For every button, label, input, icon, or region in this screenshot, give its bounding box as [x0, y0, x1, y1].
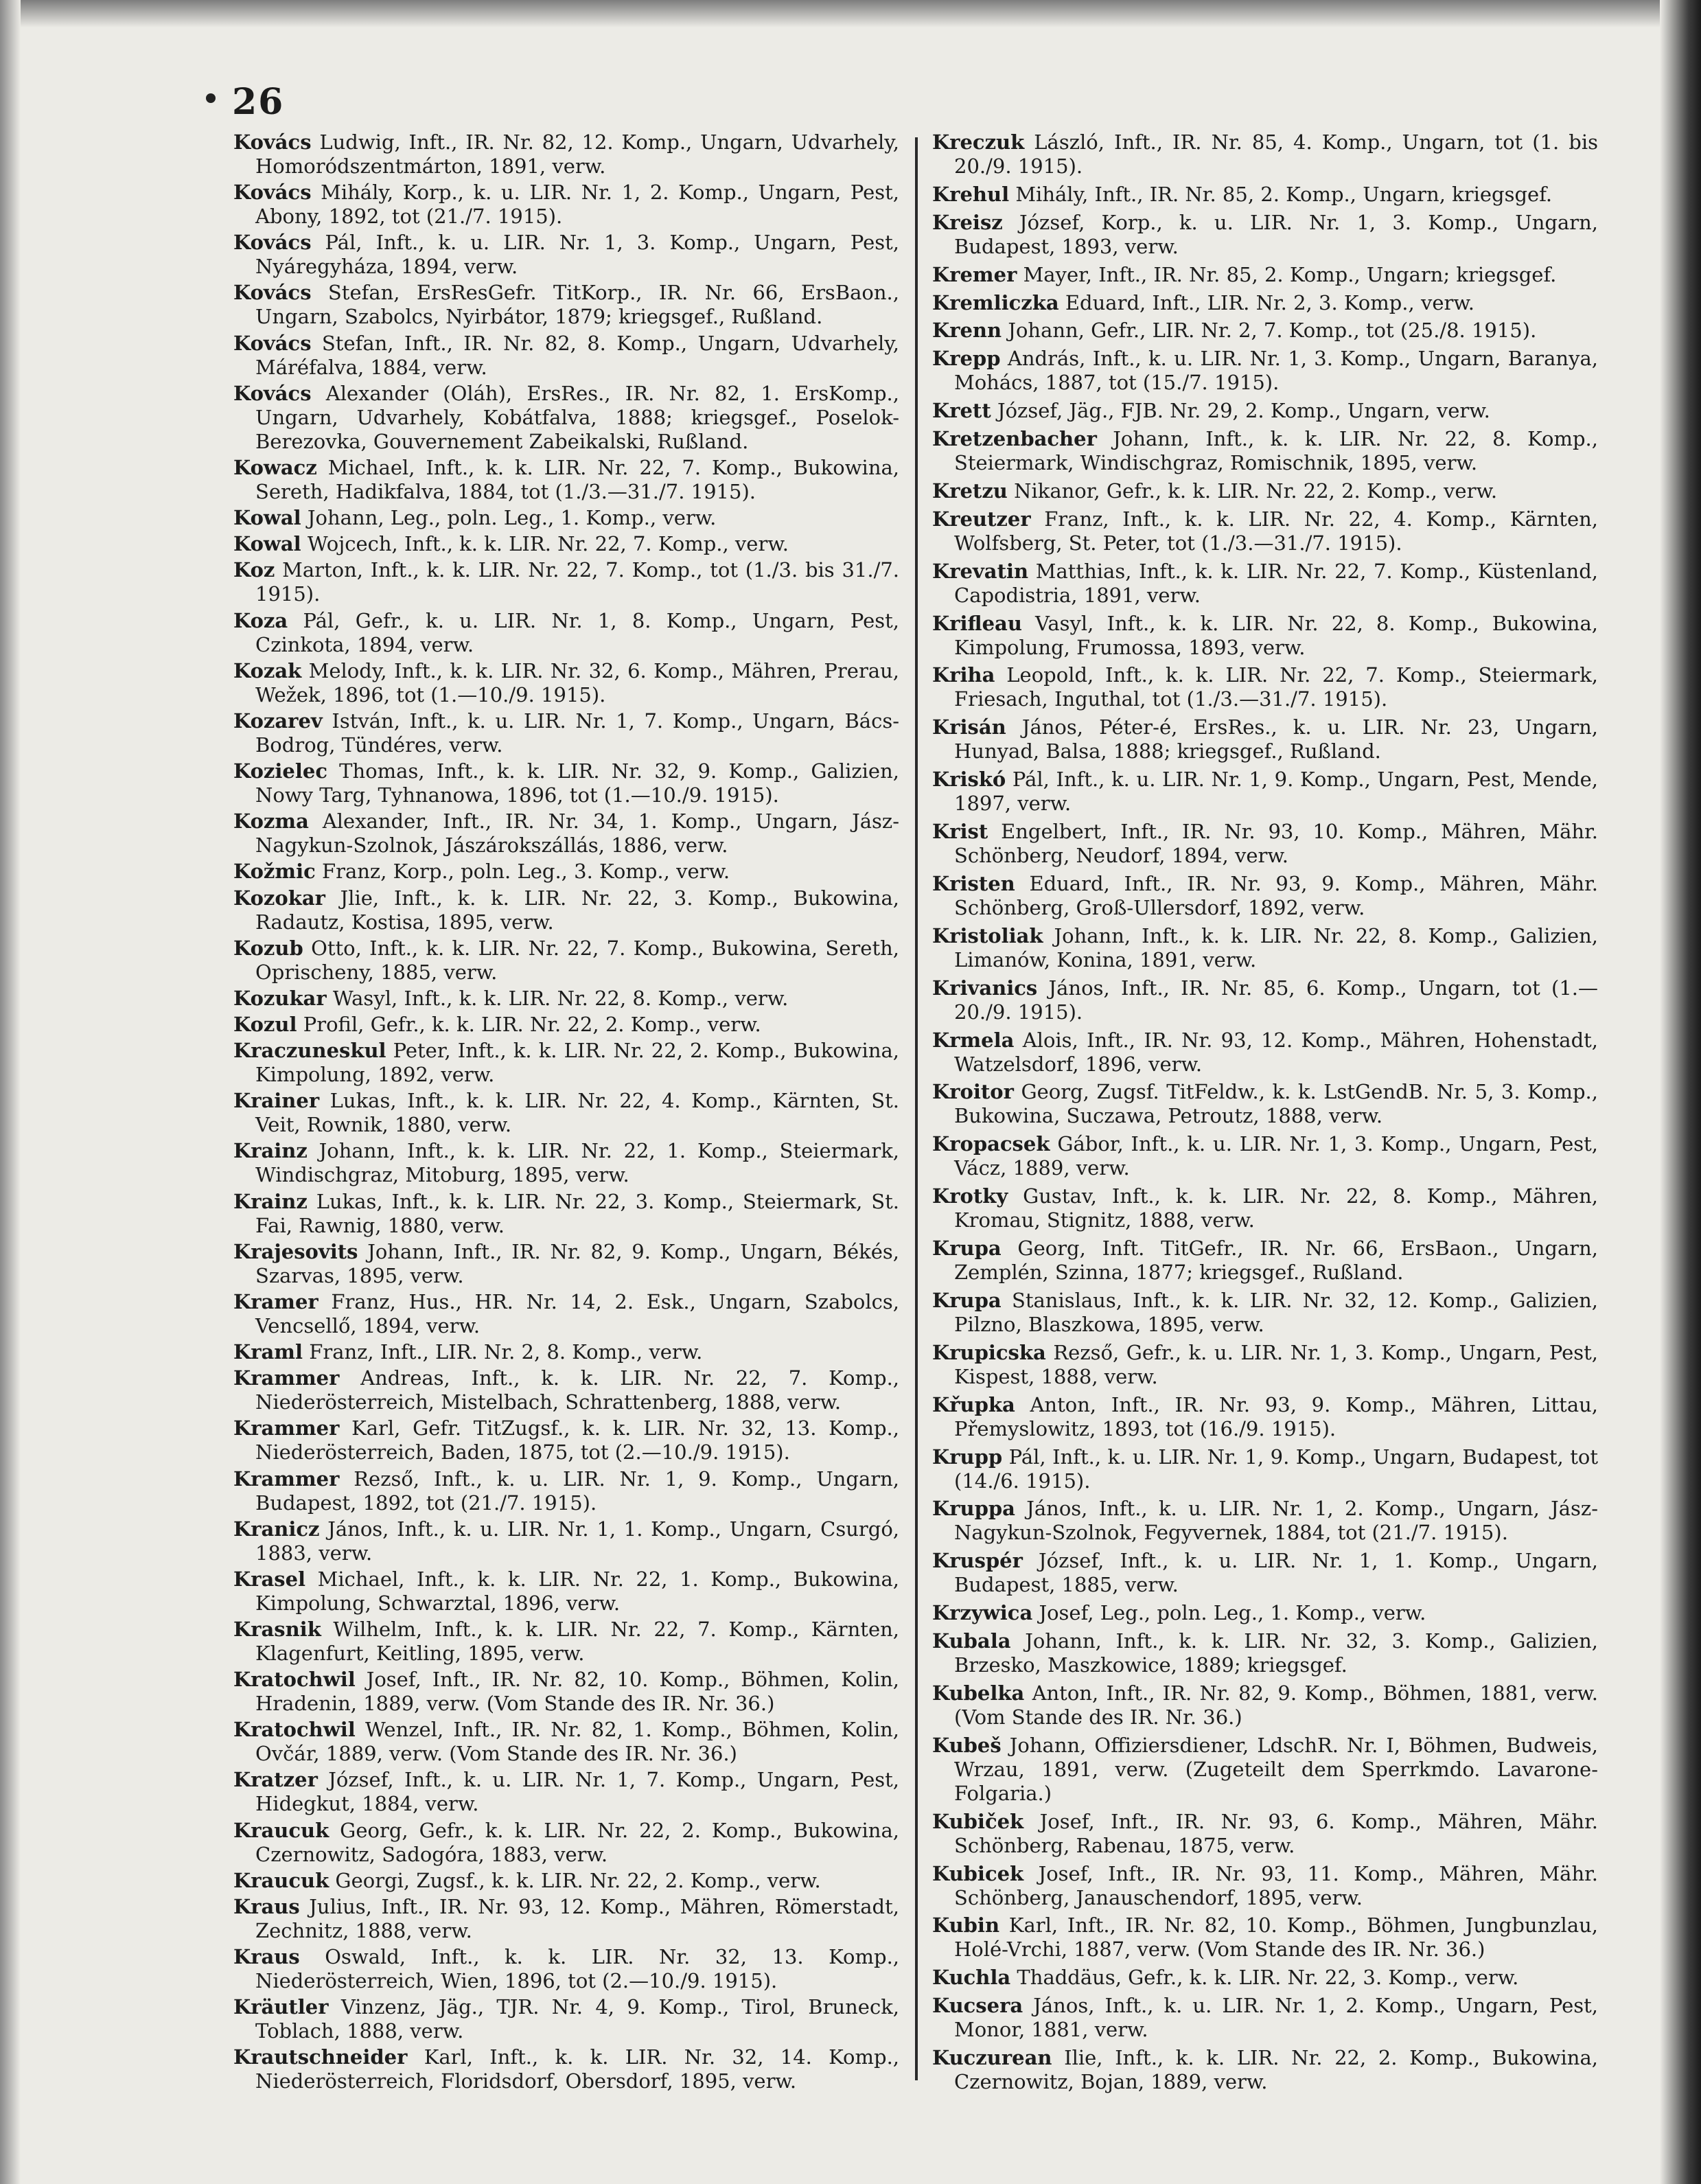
- entry-surname: Kraucuk: [233, 1868, 329, 1892]
- entry-details: Wilhelm, Inft., k. k. LIR. Nr. 22, 7. Komp., Kärnten, Klagenfurt, Keitling, 1895, verw.: [255, 1618, 900, 1665]
- casualty-entry: [932, 319, 1598, 343]
- entry-surname: Krzywica: [932, 1601, 1033, 1625]
- casualty-entry: [932, 1681, 1598, 1729]
- entry-details: József, Jäg., FJB. Nr. 29, 2. Komp., Ungarn, verw.: [997, 399, 1490, 423]
- entry-surname: Kovács: [233, 130, 312, 154]
- casualty-entry: [932, 612, 1598, 660]
- casualty-entry: [233, 1290, 899, 1338]
- entry-details: Pál, Inft., k. u. LIR. Nr. 1, 9. Komp., Ungarn, Budapest, tot (14./6. 1915).: [954, 1445, 1599, 1493]
- entry-details: Johann, Inft., k. k. LIR. Nr. 32, 3. Komp., Galizien, Brzesko, Maszkowice, 1889; kriegsgef.: [954, 1629, 1598, 1677]
- casualty-entry: [932, 507, 1598, 555]
- entry-surname: Kristoliak: [932, 923, 1043, 947]
- casualty-entry: [233, 281, 899, 329]
- casualty-entry: [932, 427, 1598, 475]
- entry-surname: Krupa: [932, 1288, 1002, 1312]
- casualty-entry: [233, 759, 899, 807]
- entry-details: Anton, Inft., IR. Nr. 82, 9. Komp., Böhmen, 1881, verw. (Vom Stande des IR. Nr. 36.): [954, 1681, 1599, 1729]
- entry-surname: Koza: [233, 608, 288, 632]
- casualty-entry: [932, 399, 1598, 423]
- casualty-entry: [233, 1668, 899, 1716]
- entry-surname: Kozul: [233, 1012, 297, 1036]
- casualty-entry: [233, 456, 899, 504]
- entry-surname: Kozarev: [233, 709, 323, 733]
- casualty-entry: [233, 1089, 899, 1137]
- left-column: [233, 130, 899, 2094]
- casualty-entry: [233, 1869, 899, 1893]
- casualty-entry: [932, 715, 1598, 763]
- entry-surname: Krehul: [932, 182, 1010, 206]
- entry-surname: Kruspér: [932, 1549, 1023, 1573]
- entry-details: Stefan, Inft., IR. Nr. 82, 8. Komp., Ungarn, Udvarhely, Máréfalva, 1884, verw.: [255, 331, 899, 379]
- entry-details: Johann, Inft., IR. Nr. 82, 9. Komp., Ungarn, Békés, Szarvas, 1895, verw.: [255, 1239, 900, 1287]
- casualty-entry: [233, 506, 899, 530]
- entry-surname: Kubeš: [932, 1733, 1002, 1757]
- entry-details: Thaddäus, Gefr., k. k. LIR. Nr. 22, 3. Komp., verw.: [1017, 1966, 1519, 1990]
- entry-details: Vinzenz, Jäg., TJR. Nr. 4, 9. Komp., Tirol, Bruneck, Toblach, 1888, verw.: [255, 1995, 899, 2043]
- casualty-entry: [233, 181, 899, 229]
- entry-surname: Krett: [932, 399, 991, 423]
- entry-surname: Kratzer: [233, 1768, 318, 1792]
- entry-surname: Krepp: [932, 347, 1001, 371]
- casualty-entry: [233, 1366, 899, 1414]
- entry-surname: Krotky: [932, 1184, 1008, 1208]
- entry-surname: Kristen: [932, 871, 1015, 895]
- entry-details: Josef, Leg., poln. Leg., 1. Komp., verw.: [1039, 1601, 1426, 1625]
- entry-surname: Křupka: [932, 1392, 1015, 1416]
- casualty-entry: [932, 1341, 1598, 1389]
- casualty-entry: [233, 1768, 899, 1816]
- casualty-entry: [233, 130, 899, 179]
- entry-surname: Kruppa: [932, 1497, 1015, 1521]
- entry-surname: Kuczurean: [932, 2046, 1052, 2069]
- entry-surname: Kozma: [233, 809, 309, 834]
- entry-details: Jlie, Inft., k. k. LIR. Nr. 22, 3. Komp., Bukowina, Radautz, Kostisa, 1895, verw.: [255, 886, 899, 934]
- entry-surname: Kubelka: [932, 1681, 1025, 1705]
- entry-details: Lukas, Inft., k. k. LIR. Nr. 22, 3. Komp., Steiermark, St. Fai, Rawnig, 1880, verw.: [255, 1189, 900, 1237]
- casualty-entry: [932, 211, 1598, 259]
- entry-details: Thomas, Inft., k. k. LIR. Nr. 32, 9. Komp., Galizien, Nowy Targ, Tyhnanowa, 1896, tot (1.—10./9. 1915).: [255, 759, 899, 807]
- entry-surname: Krainz: [233, 1139, 308, 1163]
- entry-details: Josef, Inft., IR. Nr. 93, 6. Komp., Mähren, Mähr. Schönberg, Rabenau, 1875, verw.: [954, 1809, 1598, 1857]
- entry-details: Franz, Hus., HR. Nr. 14, 2. Esk., Ungarn, Szabolcs, Vencsellő, 1894, verw.: [255, 1289, 900, 1337]
- casualty-entry: [233, 987, 899, 1011]
- casualty-entry: [932, 1497, 1598, 1545]
- casualty-entry: [932, 1028, 1598, 1077]
- entry-details: Georg, Zugsf. TitFeldw., k. k. LstGendB. Nr. 5, 3. Komp., Bukowina, Suczawa, Petroutz, 1888, verw.: [954, 1080, 1598, 1128]
- page-number: 26: [232, 81, 285, 123]
- casualty-entry: [233, 558, 899, 606]
- entry-details: Pál, Inft., k. u. LIR. Nr. 1, 3. Komp., Ungarn, Pest, Nyáregyháza, 1894, verw.: [255, 231, 899, 279]
- entry-surname: Kowal: [233, 532, 301, 556]
- entry-surname: Kozokar: [233, 886, 325, 910]
- casualty-entry: [932, 1862, 1598, 1910]
- entry-surname: Kraucuk: [233, 1818, 329, 1842]
- scan-edge-right: [1660, 0, 1701, 2184]
- entry-details: Pál, Inft., k. u. LIR. Nr. 1, 9. Komp., Ungarn, Pest, Mende, 1897, verw.: [954, 768, 1599, 816]
- scan-edge-top: [0, 0, 1701, 27]
- entry-surname: Krammer: [233, 1366, 340, 1390]
- casualty-entry: [932, 1966, 1598, 1990]
- entry-surname: Kremliczka: [932, 290, 1059, 314]
- column-divider: [915, 137, 918, 2080]
- entry-details: Michael, Inft., k. k. LIR. Nr. 22, 7. Komp., Bukowina, Sereth, Hadikfalva, 1884, tot (1./3.—31./7. 1915).: [255, 455, 900, 503]
- entry-details: Ludwig, Inft., IR. Nr. 82, 12. Komp., Ungarn, Udvarhely, Homoródszentmárton, 1891, verw.: [255, 130, 899, 178]
- entry-details: Josef, Inft., IR. Nr. 93, 11. Komp., Mähren, Mähr. Schönberg, Janauschendorf, 1895, verw.: [954, 1861, 1599, 1909]
- casualty-entry: [233, 659, 899, 707]
- entry-surname: Kraml: [233, 1340, 303, 1364]
- page-margin-mark: [206, 93, 216, 103]
- entry-surname: Kozukar: [233, 986, 327, 1010]
- entry-details: Pál, Gefr., k. u. LIR. Nr. 1, 8. Komp., Ungarn, Pest, Czinkota, 1894, verw.: [255, 608, 899, 656]
- entry-details: Ilie, Inft., k. k. LIR. Nr. 22, 2. Komp., Bukowina, Czernowitz, Bojan, 1889, verw.: [954, 2046, 1598, 2093]
- entry-surname: Koz: [233, 558, 275, 582]
- entry-details: Anton, Inft., IR. Nr. 93, 9. Komp., Mähren, Littau, Přemyslowitz, 1893, tot (16./9. 1915).: [954, 1392, 1599, 1440]
- entry-details: Wojcech, Inft., k. k. LIR. Nr. 22, 7. Komp., verw.: [307, 532, 789, 556]
- casualty-entry: [932, 924, 1598, 972]
- casualty-entry: [932, 2046, 1598, 2094]
- entry-details: Andreas, Inft., k. k. LIR. Nr. 22, 7. Komp., Niederösterreich, Mistelbach, Schrattenberg, 1888, verw.: [255, 1366, 900, 1414]
- casualty-entry: [932, 1237, 1598, 1285]
- casualty-entry: [233, 1567, 899, 1616]
- casualty-entry: [932, 1734, 1598, 1806]
- entry-surname: Kozub: [233, 936, 303, 960]
- right-column: [932, 130, 1598, 2094]
- entry-surname: Kreutzer: [932, 507, 1031, 531]
- entry-details: Alexander (Oláh), ErsRes., IR. Nr. 82, 1. ErsKomp., Ungarn, Udvarhely, Kobátfalva, 1888; kriegsgef., Poselok-Berezovka, Gouvernement Zabeikalski, Rußland.: [255, 381, 899, 453]
- casualty-entry: [932, 820, 1598, 868]
- entry-details: Karl, Inft., IR. Nr. 82, 10. Komp., Böhmen, Jungbunzlau, Holé-Vrchi, 1887, verw. (Vom Stande des IR. Nr. 36.): [954, 1913, 1599, 1962]
- casualty-entry: [932, 976, 1598, 1024]
- casualty-entry: [233, 936, 899, 985]
- casualty-entry: [932, 1601, 1598, 1625]
- entry-surname: Krasnik: [233, 1618, 321, 1641]
- entry-details: József, Korp., k. u. LIR. Nr. 1, 3. Komp., Ungarn, Budapest, 1893, verw.: [954, 210, 1599, 258]
- entry-details: Leopold, Inft., k. k. LIR. Nr. 22, 7. Komp., Steiermark, Friesach, Inguthal, tot (1./3.—31./7. 1915).: [954, 663, 1599, 711]
- entry-details: Mihály, Inft., IR. Nr. 85, 2. Komp., Ungarn, kriegsgef.: [1015, 182, 1553, 206]
- entry-surname: Krifleau: [932, 611, 1022, 635]
- entry-surname: Kovács: [233, 231, 312, 255]
- entry-details: Vasyl, Inft., k. k. LIR. Nr. 22, 8. Komp., Bukowina, Kimpolung, Frumossa, 1893, verw.: [954, 611, 1598, 659]
- entry-surname: Kubin: [932, 1913, 1000, 1938]
- entry-details: András, Inft., k. u. LIR. Nr. 1, 3. Komp., Ungarn, Baranya, Mohács, 1887, tot (15./7. 1915).: [954, 347, 1599, 395]
- entry-surname: Kozak: [233, 658, 302, 682]
- entry-surname: Kovács: [233, 381, 312, 405]
- casualty-entry: [233, 1190, 899, 1238]
- casualty-entry: [233, 1467, 899, 1515]
- entry-details: Karl, Inft., k. k. LIR. Nr. 32, 14. Komp., Niederösterreich, Floridsdorf, Obersdorf, 1895, verw.: [255, 2045, 900, 2093]
- entry-details: József, Inft., k. u. LIR. Nr. 1, 7. Komp., Ungarn, Pest, Hidegkut, 1884, verw.: [255, 1768, 899, 1816]
- entry-details: Josef, Inft., IR. Nr. 82, 10. Komp., Böhmen, Kolin, Hradenin, 1889, verw. (Vom Stande des IR. Nr. 36.): [255, 1668, 899, 1716]
- entry-surname: Kroitor: [932, 1080, 1014, 1104]
- casualty-entry: [932, 183, 1598, 207]
- entry-details: Franz, Inft., k. k. LIR. Nr. 22, 4. Komp., Kärnten, Wolfsberg, St. Peter, tot (1./3.—31./7. 1915).: [954, 507, 1599, 555]
- entry-surname: Kubiček: [932, 1809, 1024, 1833]
- entry-surname: Kretzu: [932, 479, 1008, 503]
- entry-details: Melody, Inft., k. k. LIR. Nr. 32, 6. Komp., Mähren, Prerau, Wežek, 1896, tot (1.—10./9. 1915).: [255, 658, 899, 706]
- entry-surname: Kranicz: [233, 1517, 320, 1541]
- casualty-entry: [932, 1289, 1598, 1337]
- entry-details: József, Inft., k. u. LIR. Nr. 1, 1. Komp., Ungarn, Budapest, 1885, verw.: [954, 1549, 1598, 1597]
- entry-surname: Kraczuneskul: [233, 1039, 386, 1063]
- casualty-entry: [233, 709, 899, 757]
- entry-details: Franz, Inft., LIR. Nr. 2, 8. Komp., verw.: [309, 1340, 703, 1364]
- entry-surname: Krupa: [932, 1237, 1002, 1260]
- entry-details: Johann, Inft., k. k. LIR. Nr. 22, 8. Komp., Galizien, Limanów, Konina, 1891, verw.: [954, 923, 1599, 972]
- entry-details: Otto, Inft., k. k. LIR. Nr. 22, 7. Komp., Bukowina, Sereth, Oprischeny, 1885, verw.: [255, 936, 900, 984]
- casualty-entry: [233, 1895, 899, 1943]
- casualty-entry: [932, 1132, 1598, 1180]
- entry-details: Eduard, Inft., LIR. Nr. 2, 3. Komp., verw.: [1065, 290, 1474, 314]
- casualty-entry: [932, 663, 1598, 711]
- entry-surname: Kremer: [932, 262, 1017, 286]
- scan-edge-left: [0, 0, 21, 2184]
- entry-surname: Krevatin: [932, 559, 1029, 583]
- entry-details: Johann, Inft., k. k. LIR. Nr. 22, 1. Komp., Steiermark, Windischgraz, Mitoburg, 1895, verw.: [255, 1139, 899, 1187]
- casualty-entry: [932, 1549, 1598, 1597]
- entry-surname: Kreczuk: [932, 130, 1025, 154]
- entry-surname: Kriha: [932, 663, 995, 687]
- casualty-entry: [233, 1718, 899, 1766]
- entry-details: Oswald, Inft., k. k. LIR. Nr. 32, 13. Komp., Niederösterreich, Wien, 1896, tot (2.—10./9. 1915).: [255, 1945, 900, 1993]
- entry-surname: Kraus: [233, 1945, 300, 1969]
- entry-details: Stefan, ErsResGefr. TitKorp., IR. Nr. 66, ErsBaon., Ungarn, Szabolcs, Nyirbátor, 1879; kriegsgef., Rußland.: [255, 281, 899, 329]
- entry-details: István, Inft., k. u. LIR. Nr. 1, 7. Komp., Ungarn, Bács-Bodrog, Tündéres, verw.: [255, 709, 900, 757]
- entry-surname: Kuchla: [932, 1966, 1011, 1990]
- entry-details: Wasyl, Inft., k. k. LIR. Nr. 22, 8. Komp., verw.: [332, 986, 789, 1010]
- entry-surname: Kräutler: [233, 1995, 329, 2019]
- casualty-entry: [932, 1080, 1598, 1128]
- entry-details: Lukas, Inft., k. k. LIR. Nr. 22, 4. Komp., Kärnten, St. Veit, Rownik, 1880, verw.: [255, 1089, 899, 1137]
- entry-surname: Krammer: [233, 1416, 340, 1440]
- entry-details: Nikanor, Gefr., k. k. LIR. Nr. 22, 2. Komp., verw.: [1014, 479, 1498, 503]
- entry-details: Peter, Inft., k. k. LIR. Nr. 22, 2. Komp., Bukowina, Kimpolung, 1892, verw.: [255, 1039, 900, 1087]
- entry-surname: Krisán: [932, 715, 1006, 739]
- entry-surname: Krautschneider: [233, 2045, 408, 2069]
- casualty-entry: [932, 1445, 1598, 1493]
- entry-surname: Kovács: [233, 281, 312, 305]
- casualty-entry: [233, 886, 899, 934]
- entry-details: Mihály, Korp., k. u. LIR. Nr. 1, 2. Komp., Ungarn, Pest, Abony, 1892, tot (21./7. 1915).: [255, 181, 899, 229]
- entry-surname: Kratochwil: [233, 1718, 356, 1742]
- casualty-entry: [233, 1340, 899, 1364]
- casualty-entry: [932, 1393, 1598, 1441]
- entry-surname: Kraus: [233, 1894, 300, 1918]
- casualty-entry: [233, 332, 899, 380]
- entry-surname: Kovács: [233, 331, 312, 355]
- entry-surname: Kramer: [233, 1289, 319, 1313]
- casualty-entry: [932, 347, 1598, 395]
- entry-details: Michael, Inft., k. k. LIR. Nr. 22, 1. Komp., Bukowina, Kimpolung, Schwarztal, 1896, verw.: [255, 1567, 900, 1615]
- casualty-entry: [233, 2045, 899, 2093]
- entry-details: Profil, Gefr., k. k. LIR. Nr. 22, 2. Komp., verw.: [303, 1012, 761, 1036]
- casualty-entry: [233, 1819, 899, 1867]
- casualty-entry: [233, 1945, 899, 1993]
- entry-details: Rezső, Gefr., k. u. LIR. Nr. 1, 3. Komp., Ungarn, Pest, Kispest, 1888, verw.: [954, 1340, 1598, 1388]
- casualty-entry: [233, 1039, 899, 1087]
- entry-details: Eduard, Inft., IR. Nr. 93, 9. Komp., Mähren, Mähr. Schönberg, Groß-Ullersdorf, 1892, verw.: [954, 871, 1598, 919]
- entry-surname: Kretzenbacher: [932, 427, 1097, 450]
- casualty-entry: [233, 609, 899, 657]
- entry-details: Stanislaus, Inft., k. k. LIR. Nr. 32, 12. Komp., Galizien, Pilzno, Blaszkowa, 1895, verw.: [954, 1288, 1598, 1336]
- entry-details: János, Péter-é, ErsRes., k. u. LIR. Nr. 23, Ungarn, Hunyad, Balsa, 1888; kriegsgef., Rußland.: [954, 715, 1598, 763]
- entry-surname: Krupp: [932, 1445, 1003, 1469]
- entry-details: János, Inft., k. u. LIR. Nr. 1, 2. Komp., Ungarn, Jász-Nagykun-Szolnok, Fegyvernek, 1884, tot (21./7. 1915).: [954, 1497, 1599, 1545]
- entry-surname: Krasel: [233, 1567, 306, 1591]
- entry-surname: Kovács: [233, 181, 312, 205]
- entry-details: Rezső, Inft., k. u. LIR. Nr. 1, 9. Komp., Ungarn, Budapest, 1892, tot (21./7. 1915).: [255, 1467, 899, 1515]
- entry-details: Wenzel, Inft., IR. Nr. 82, 1. Komp., Böhmen, Kolin, Ovčár, 1889, verw. (Vom Stande des IR. Nr. 36.): [255, 1718, 899, 1766]
- entry-surname: Krivanics: [932, 976, 1038, 1000]
- entry-surname: Kowal: [233, 506, 301, 530]
- entry-details: János, Inft., k. u. LIR. Nr. 1, 1. Komp., Ungarn, Csurgó, 1883, verw.: [255, 1517, 900, 1565]
- casualty-entry: [233, 809, 899, 858]
- casualty-entry: [932, 1184, 1598, 1232]
- entry-details: László, Inft., IR. Nr. 85, 4. Komp., Ungarn, tot (1. bis 20./9. 1915).: [954, 130, 1598, 178]
- entry-surname: Krajesovits: [233, 1239, 358, 1263]
- entry-surname: Krupicska: [932, 1340, 1046, 1364]
- entry-details: Johann, Inft., k. k. LIR. Nr. 22, 8. Komp., Steiermark, Windischgraz, Romischnik, 1895, verw.: [954, 427, 1598, 474]
- casualty-entry: [932, 1913, 1598, 1962]
- casualty-entry: [233, 1618, 899, 1666]
- entry-details: Karl, Gefr. TitZugsf., k. k. LIR. Nr. 32, 13. Komp., Niederösterreich, Baden, 1875, tot (2.—10./9. 1915).: [255, 1416, 899, 1464]
- entry-details: Gustav, Inft., k. k. LIR. Nr. 22, 8. Komp., Mähren, Kromau, Stignitz, 1888, verw.: [954, 1184, 1598, 1232]
- entry-details: Johann, Offiziersdiener, LdschR. Nr. I, Böhmen, Budweis, Wrzau, 1891, verw. (Zugeteilt dem Sperrkmdo. Lavarone-Folgaria.): [954, 1733, 1599, 1805]
- casualty-entry: [233, 1517, 899, 1565]
- entry-details: Georgi, Zugsf., k. k. LIR. Nr. 22, 2. Komp., verw.: [335, 1868, 821, 1892]
- casualty-entry: [233, 1013, 899, 1037]
- entry-surname: Kubicek: [932, 1861, 1024, 1885]
- entry-details: Julius, Inft., IR. Nr. 93, 12. Komp., Mähren, Römerstadt, Zechnitz, 1888, verw.: [255, 1894, 899, 1942]
- entry-surname: Krainz: [233, 1189, 308, 1213]
- entry-details: Gábor, Inft., k. u. LIR. Nr. 1, 3. Komp., Ungarn, Pest, Vácz, 1889, verw.: [954, 1132, 1599, 1180]
- casualty-entry: [932, 130, 1598, 179]
- entry-surname: Kowacz: [233, 455, 317, 479]
- entry-surname: Kucsera: [932, 1994, 1023, 2018]
- entry-surname: Kreisz: [932, 210, 1003, 234]
- entry-surname: Kožmic: [233, 860, 316, 884]
- entry-details: Franz, Korp., poln. Leg., 3. Komp., verw.: [321, 860, 730, 884]
- casualty-entry: [233, 1240, 899, 1288]
- entry-details: Engelbert, Inft., IR. Nr. 93, 10. Komp., Mähren, Mähr. Schönberg, Neudorf, 1894, verw.: [954, 820, 1599, 867]
- entry-surname: Krainer: [233, 1089, 320, 1113]
- entry-details: Alois, Inft., IR. Nr. 93, 12. Komp., Mähren, Hohenstadt, Watzelsdorf, 1896, verw.: [954, 1028, 1599, 1076]
- casualty-entry: [932, 1629, 1598, 1677]
- entry-details: Johann, Leg., poln. Leg., 1. Komp., verw.: [307, 506, 717, 530]
- entry-surname: Kropacsek: [932, 1132, 1050, 1156]
- entry-details: Marton, Inft., k. k. LIR. Nr. 22, 7. Komp., tot (1./3. bis 31./7. 1915).: [255, 558, 900, 606]
- entry-details: János, Inft., k. u. LIR. Nr. 1, 2. Komp., Ungarn, Pest, Monor, 1881, verw.: [954, 1994, 1598, 2042]
- entry-details: Johann, Gefr., LIR. Nr. 2, 7. Komp., tot (25./8. 1915).: [1008, 319, 1537, 343]
- entry-details: János, Inft., IR. Nr. 85, 6. Komp., Ungarn, tot (1.—20./9. 1915).: [954, 976, 1599, 1024]
- entry-surname: Kozielec: [233, 759, 327, 783]
- entry-surname: Kriskó: [932, 768, 1006, 792]
- entry-surname: Krmela: [932, 1028, 1015, 1052]
- entry-surname: Krammer: [233, 1467, 340, 1491]
- casualty-entry: [233, 231, 899, 279]
- casualty-entry: [233, 860, 899, 884]
- casualty-entry: [932, 768, 1598, 816]
- casualty-entry: [233, 1995, 899, 2043]
- casualty-entry: [932, 263, 1598, 287]
- entry-details: Matthias, Inft., k. k. LIR. Nr. 22, 7. Komp., Küstenland, Capodistria, 1891, verw.: [954, 559, 1598, 607]
- casualty-entry: [233, 382, 899, 454]
- casualty-entry: [233, 1416, 899, 1464]
- entry-surname: Krenn: [932, 319, 1002, 343]
- entry-details: Georg, Gefr., k. k. LIR. Nr. 22, 2. Komp., Bukowina, Czernowitz, Sadogóra, 1883, verw.: [255, 1818, 899, 1866]
- casualty-entry: [233, 532, 899, 556]
- casualty-entry: [932, 872, 1598, 920]
- casualty-entry: [932, 291, 1598, 315]
- casualty-entry: [932, 1994, 1598, 2042]
- entry-surname: Krist: [932, 820, 988, 843]
- entry-surname: Kubala: [932, 1629, 1011, 1653]
- entry-details: Alexander, Inft., IR. Nr. 34, 1. Komp., Ungarn, Jász-Nagykun-Szolnok, Jászárokszállás, 1886, verw.: [255, 809, 899, 858]
- casualty-entry: [932, 1810, 1598, 1858]
- entry-surname: Kratochwil: [233, 1668, 356, 1692]
- entry-details: Georg, Inft. TitGefr., IR. Nr. 66, ErsBaon., Ungarn, Zemplén, Szinna, 1877; kriegsgef., Rußland.: [954, 1237, 1598, 1284]
- casualty-entry: [932, 479, 1598, 503]
- entry-details: Mayer, Inft., IR. Nr. 85, 2. Komp., Ungarn; kriegsgef.: [1023, 262, 1557, 286]
- casualty-entry: [932, 560, 1598, 608]
- casualty-entry: [233, 1139, 899, 1187]
